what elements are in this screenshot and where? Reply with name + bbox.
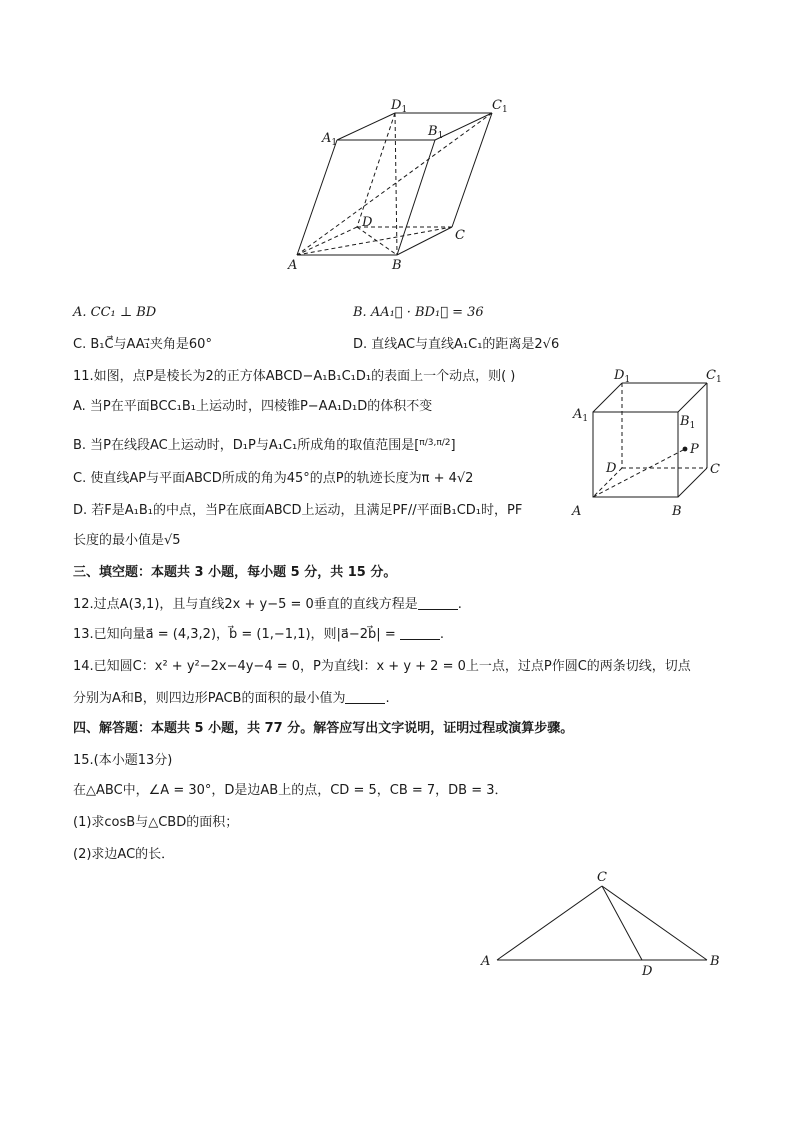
q11-option-b [73, 434, 456, 455]
q11-option-d-line2: 长度的最小值是√5 [73, 533, 181, 548]
q12 [73, 596, 462, 614]
q11-stem: 11.如图，点P是棱长为2的正方体ABCD−A₁B₁C₁D₁的表面上一个动点，则( ) [73, 369, 516, 384]
fig1-label-B: B [392, 258, 402, 273]
q14-answer-blank[interactable] [345, 691, 385, 704]
fig1-label-C: C [455, 228, 465, 243]
q13-answer-blank[interactable] [400, 627, 440, 640]
fig2-label-A: A [572, 504, 582, 519]
fig2-label-B1: $B_1$ [680, 414, 696, 431]
q15-title: 15.(本小题13分) [73, 753, 173, 768]
q13-text: 13.已知向量a⃗ = (4,3,2)，b⃗ = (1,−1,1)，则|a⃗−2b⃗| = [73, 627, 400, 642]
fig1-label-C1: $C_1$ [492, 98, 508, 115]
fig2-label-P: P [690, 442, 699, 457]
fig1-label-D1: $D_1$ [391, 98, 408, 115]
q10-option-d: D. 直线AC与直线A₁C₁的距离是2√6 [353, 337, 560, 352]
section-fill-in-heading: 三、填空题：本题共 3 小题，每小题 5 分，共 15 分。 [73, 565, 397, 580]
q11-option-b-end: ] [450, 438, 456, 453]
q14-end: . [385, 691, 390, 706]
fig2-label-A1: $A_1$ [573, 407, 589, 424]
fig2-label-C1: $C_1$ [706, 368, 722, 385]
figure-triangle [478, 868, 728, 980]
fig3-label-C: C [597, 870, 607, 885]
fig1-label-D: D [362, 215, 373, 230]
figure-cube [568, 365, 728, 525]
fig3-label-A: A [481, 954, 491, 969]
q10-option-c: C. B₁C⃗与AA₁⃗夹角是60° [73, 337, 212, 352]
fig2-label-D: D [606, 461, 617, 476]
q15-part2: (2)求边AC的长． [73, 847, 175, 862]
section-solve-heading: 四、解答题：本题共 5 小题，共 77 分。解答应写出文字说明，证明过程或演算步骤。 [73, 721, 574, 736]
fig1-label-A1: $A_1$ [322, 131, 338, 148]
fig2-label-C: C [710, 462, 720, 477]
q11-option-c: C. 使直线AP与平面ABCD所成的角为45°的点P的轨迹长度为π + 4√2 [73, 471, 474, 486]
fig3-label-B: B [710, 954, 720, 969]
q15-part1: (1)求cosB与△CBD的面积； [73, 815, 239, 830]
fig3-label-D: D [642, 964, 653, 979]
q10-option-b: B. AA₁⃗ · BD₁⃗ = 36 [353, 305, 484, 320]
q12-end: . [457, 597, 462, 612]
q12-answer-blank[interactable] [418, 597, 458, 610]
q11-option-b-range: π/3,π/2 [419, 438, 451, 448]
q11-option-d-line1: D. 若F是A₁B₁的中点，当P在底面ABCD上运动，且满足PF//平面B₁CD₁时，PF [73, 503, 523, 518]
q11-option-a: A. 当P在平面BCC₁B₁上运动时，四棱锥P−AA₁D₁D的体积不变 [73, 399, 433, 414]
q11-option-b-text: B. 当P在线段AC上运动时，D₁P与A₁C₁所成角的取值范围是[ [73, 438, 420, 453]
figure-parallelepiped [285, 95, 515, 275]
fig1-label-B1: $B_1$ [428, 124, 444, 141]
fig1-label-A: A [288, 258, 298, 273]
q14-line1: 14.已知圆C：x² + y²−2x−4y−4 = 0，P为直线l：x + y + 2 = 0上一点，过点P作圆C的两条切线，切点 [73, 659, 691, 674]
q12-text: 12.过点A(3,1)，且与直线2x + y−5 = 0垂直的直线方程是 [73, 597, 418, 612]
q14-text: 分别为A和B，则四边形PACB的面积的最小值为 [73, 691, 346, 706]
q10-option-a: A. CC₁ ⊥ BD [73, 305, 157, 320]
q14-line2 [73, 690, 390, 708]
fig2-label-B: B [672, 504, 682, 519]
q13 [73, 626, 444, 644]
q13-end: . [439, 627, 444, 642]
q15-stem: 在△ABC中，∠A = 30°，D是边AB上的点，CD = 5，CB = 7，DB = 3． [73, 783, 508, 798]
fig2-label-D1: $D_1$ [614, 368, 631, 385]
